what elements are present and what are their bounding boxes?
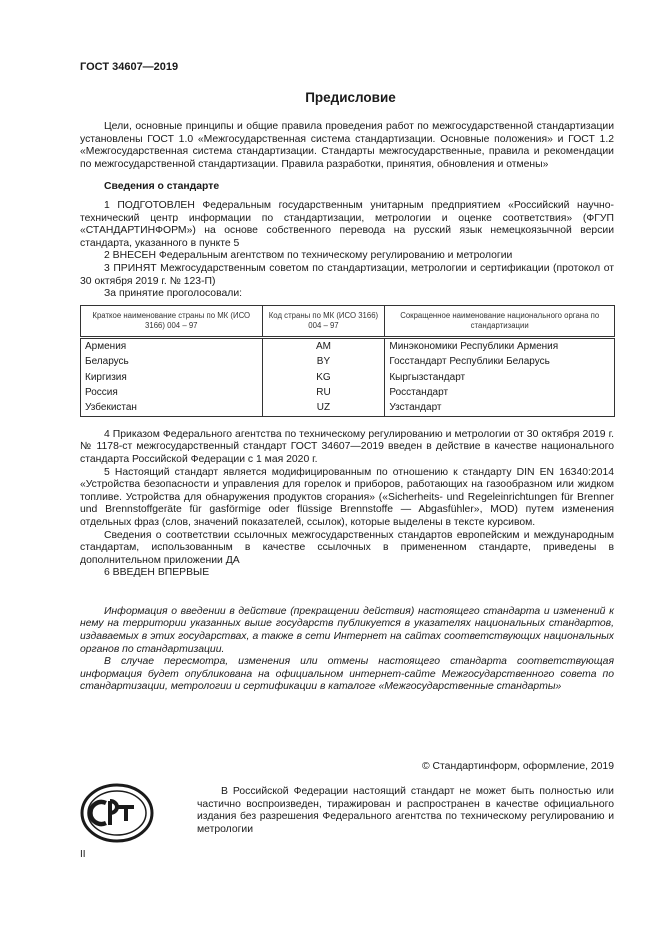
- information-block: [80, 606, 614, 694]
- item-5-references: Сведения о соответствии ссылочных межгосударственных стандартов европейским и международным стандартам, использованным в качестве ссылочных в примененном стандарте, приведены в дополнительном приложении ДА: [80, 529, 614, 566]
- table-cell: Госстандарт Республики Беларусь: [385, 354, 615, 369]
- section-subheading: Сведения о стандарте: [104, 181, 220, 193]
- table-cell: Беларусь: [81, 354, 263, 369]
- notice-text: В Российской Федерации настоящий стандарт не может быть полностью или частично воспроизведен, тиражирован и распространен в качестве официального издания без разрешения Федерального агентства по техническому регулированию и метрологии: [197, 786, 614, 835]
- rst-certification-mark-icon: [80, 783, 154, 843]
- table-cell: UZ: [262, 400, 385, 416]
- table-cell: Армения: [81, 337, 263, 354]
- table-cell: RU: [262, 385, 385, 400]
- doc-code-header: ГОСТ 34607—2019: [80, 61, 179, 73]
- item-6: 6 ВВЕДЕН ВПЕРВЫЕ: [104, 567, 210, 579]
- table-row: [81, 385, 615, 400]
- table-cell: Кыргызстандарт: [385, 370, 615, 385]
- table-cell: KG: [262, 370, 385, 385]
- table-cell: BY: [262, 354, 385, 369]
- table-cell: Узбекистан: [81, 400, 263, 416]
- countries-table: [80, 305, 615, 417]
- item-2: 2 ВНЕСЕН Федеральным агентством по техническому регулированию и метрологии: [104, 250, 513, 262]
- table-cell: Узстандарт: [385, 400, 615, 416]
- item-1: 1 ПОДГОТОВЛЕН Федеральным государственным унитарным предприятием «Российский научно-технический центр информации по стандартизации, метрологии и оценке соответствия» (ФГУП «СТАНДАРТИНФОРМ») на основе собственного перевода на русский язык немецкоязычной версии стандарта, указанного в пункте 5: [80, 199, 614, 249]
- intro-paragraph: Цели, основные принципы и общие правила проведения работ по межгосударственной стандартизации установлены ГОСТ 1.0 «Межгосударственная система стандартизации. Основные положения» и ГОСТ 1.2 «Межгосударственная система стандартизации. Стандарты межгосударственные, правила и рекомендации по межгосударственной стандартизации. Правила разработки, принятия, обновления и отмены»: [80, 121, 614, 170]
- table-header: Код страны по МК (ИСО 3166) 004 – 97: [262, 305, 385, 337]
- document-body: [80, 121, 614, 694]
- table-row: [81, 400, 615, 416]
- copyright-line: © Стандартинформ, оформление, 2019: [421, 761, 614, 772]
- page-title: Предисловие: [305, 90, 396, 105]
- table-header: Сокращенное наименование национального органа по стандартизации: [385, 305, 615, 337]
- item-5: 5 Настоящий стандарт является модифицированным по отношению к стандарту DIN EN 16340:2014 «Устройства безопасности и управления для горелок и приборов, работающих на газообразном или жидком топливе. Устройства для обнаружения продуктов сгорания» («Sicherheits- und Regeleinrichtungen für Brenner und Brennstoffgeräte für gasförmige oder flüssige Brennstoffe — Abgasfühler», MOD) путем изменения отдельных фраз (слов, значений показателей, ссылок), которые выделены в тексте курсивом.: [80, 466, 614, 528]
- item-3: 3 ПРИНЯТ Межгосударственным советом по стандартизации, метрологии и сертификации (протокол от 30 октября 2019 г. № 123-П): [80, 262, 614, 287]
- table-cell: Минэкономики Республики Армения: [385, 337, 615, 354]
- item-4: 4 Приказом Федерального агентства по техническому регулированию и метрологии от 30 октября 2019 г. № 1178-ст межгосударственный стандарт ГОСТ 34607—2019 введен в действие в качестве национального стандарта Российской Федерации с 1 мая 2020 г.: [80, 428, 614, 465]
- table-cell: Росстандарт: [385, 385, 615, 400]
- table-cell: AM: [262, 337, 385, 354]
- table-row: [81, 354, 615, 369]
- item-3-vote: За принятие проголосовали:: [104, 288, 243, 300]
- table-row: [81, 337, 615, 354]
- table-header: Краткое наименование страны по МК (ИСО 3166) 004 – 97: [81, 305, 263, 337]
- table-cell: Россия: [81, 385, 263, 400]
- reproduction-notice: [197, 786, 614, 836]
- info-paragraph: Информация о введении в действие (прекращении действия) настоящего стандарта и изменений к нему на территории указанных выше государств публикуется в указателях национальных стандартов, издаваемых в этих государствах, а также в сети Интернет на сайтах соответствующих национальных органов по стандартизации.: [80, 605, 614, 655]
- info-paragraph: В случае пересмотра, изменения или отмены настоящего стандарта соответствующая информация будет опубликована на официальном интернет-сайте Межгосударственного совета по стандартизации, метрологии и сертификации в каталоге «Межгосударственные стандарты»: [80, 656, 614, 693]
- table-cell: Киргизия: [81, 370, 263, 385]
- table-row: [81, 370, 615, 385]
- page-number: II: [80, 849, 86, 860]
